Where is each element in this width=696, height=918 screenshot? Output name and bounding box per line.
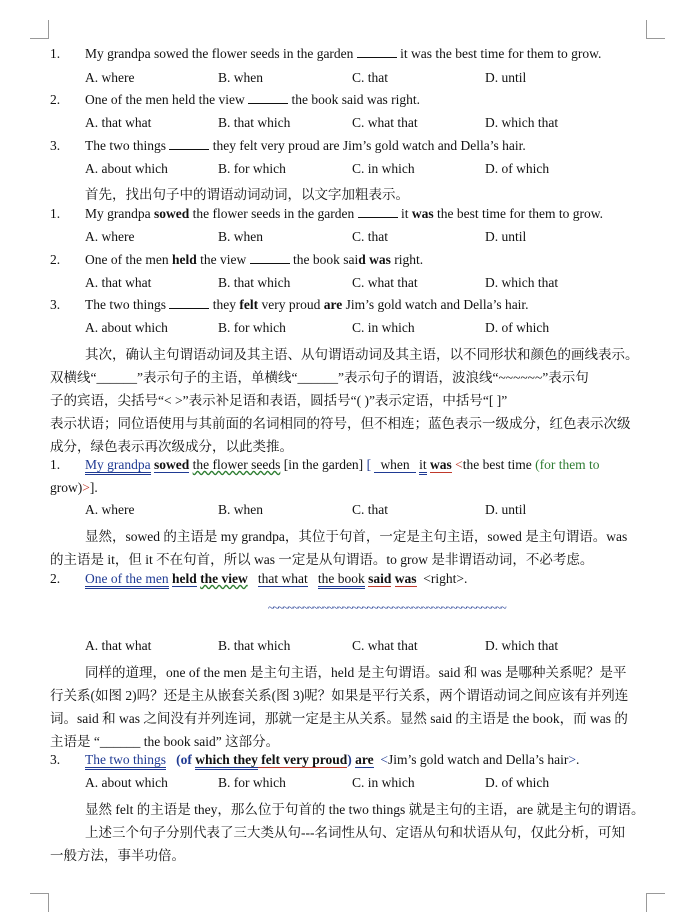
page-corner-mark — [646, 20, 665, 39]
option: B. that which — [218, 115, 291, 130]
option: A. that what — [85, 638, 152, 653]
option: A. about which — [85, 161, 168, 176]
question-number: 3. — [50, 138, 61, 153]
question-stem: The two things they felt very proud are Jim’s gold watch and Della’s hair. — [85, 297, 529, 312]
option: A. about which — [85, 775, 168, 790]
option: B. when — [218, 229, 263, 244]
option: B. for which — [218, 161, 286, 176]
explain-2-line: 行关系(如图 2)吗？还是主从嵌套关系(图 3)呢？如果是平行关系，两个谓语动词之间应该有并列连 — [50, 688, 629, 703]
option: B. that which — [218, 275, 291, 290]
step-2-line: 成分，绿色表示再次级成分，以此类推。 — [50, 439, 293, 454]
explain-3-line: 上述三个句子分别代表了三大类从句---名词性从句、定语从句和状语从句，仅此分析，可知 — [85, 825, 625, 840]
explain-2-line: 主语是 “______ the book said” 这部分。 — [50, 734, 280, 749]
option: C. that — [352, 70, 388, 85]
option: D. until — [485, 70, 527, 85]
question-number: 2. — [50, 252, 61, 267]
option: C. what that — [352, 638, 418, 653]
question-stem: One of the men held the view the book said was right. — [85, 252, 424, 267]
step-2-line: 其次，确认主句谓语动词及其主语、从句谓语动词及其主语，以不同形状和颜色的画线表示。 — [85, 347, 639, 362]
question-stem: My grandpa sowed the flower seeds in the garden it was the best time for them to grow. — [85, 46, 602, 61]
page-corner-mark — [646, 893, 665, 912]
page-corner-mark — [30, 20, 49, 39]
option: D. until — [485, 502, 527, 517]
option: B. for which — [218, 320, 286, 335]
option: A. where — [85, 502, 135, 517]
explain-2-line: 词。said 和 was 之间没有并列连词，那就一定是主从关系。显然 said 的主语是 the book，而 was 的 — [50, 711, 628, 726]
option: C. in which — [352, 161, 415, 176]
option: C. in which — [352, 775, 415, 790]
question-number: 3. — [50, 752, 61, 767]
explain-3-line: 一般方法，事半功倍。 — [50, 848, 185, 863]
option: A. about which — [85, 320, 168, 335]
option: C. what that — [352, 275, 418, 290]
option: A. where — [85, 70, 135, 85]
page-corner-mark — [30, 893, 49, 912]
step-2-line: 表示状语；同位语使用与其前面的名词相同的符号，但不相连；蓝色表示一级成分，红色表示次级 — [50, 416, 631, 431]
option: D. which that — [485, 115, 559, 130]
question-number: 2. — [50, 571, 61, 586]
explain-1-line: 显然，sowed 的主语是 my grandpa，其位于句首，一定是主句主语，sowed 是主句谓语。was — [85, 529, 628, 544]
analysed-sentence: My grandpa sowed the flower seeds [in the garden] [ when it was <the best time (for them to — [85, 457, 600, 473]
explain-2-line: 同样的道理，one of the men 是主句主语，held 是主句谓语。said 和 was 是哪种关系呢？是平 — [85, 665, 627, 680]
question-number: 1. — [50, 46, 61, 61]
question-number: 3. — [50, 297, 61, 312]
step-1-text: 首先，找出句子中的谓语动词动词，以文字加粗表示。 — [85, 187, 409, 202]
question-number: 1. — [50, 457, 61, 472]
option: B. that which — [218, 638, 291, 653]
wavy-underline: ~~~~~~~~~~~~~~~~~~~~~~~~~~~~~~~~~~~~~~~~~~~~~~~~ — [268, 602, 506, 614]
analysed-sentence: The two things (of which they felt very proud) are <Jim’s gold watch and Della’s hair>. — [85, 752, 579, 768]
question-stem: One of the men held the view the book said was right. — [85, 92, 421, 107]
question-stem: The two things they felt very proud are Jim’s gold watch and Della’s hair. — [85, 138, 526, 153]
question-number: 1. — [50, 206, 61, 221]
option: C. in which — [352, 320, 415, 335]
option: A. that what — [85, 275, 152, 290]
analysed-sentence: One of the men held the view that what the book said was <right>. — [85, 571, 467, 587]
question-number: 2. — [50, 92, 61, 107]
option: C. that — [352, 229, 388, 244]
step-2-line: 双横线“______”表示句子的主语，单横线“______”表示句子的谓语，波浪线“~~~~~~”表示句 — [50, 370, 589, 385]
option: A. where — [85, 229, 135, 244]
option: B. for which — [218, 775, 286, 790]
explain-1-line: 的主语是 it，但 it 不在句首，所以 was 一定是从句谓语。to grow 是非谓语动词，不必考虑。 — [50, 552, 594, 567]
option: A. that what — [85, 115, 152, 130]
option: B. when — [218, 502, 263, 517]
option: D. of which — [485, 775, 550, 790]
option: C. that — [352, 502, 388, 517]
option: C. what that — [352, 115, 418, 130]
explain-3-line: 显然 felt 的主语是 they，那么位于句首的 the two things 就是主句的主语，are 就是主句的谓语。 — [85, 802, 645, 817]
question-stem: My grandpa sowed the flower seeds in the garden it was the best time for them to grow. — [85, 206, 603, 221]
option: D. of which — [485, 320, 550, 335]
option: B. when — [218, 70, 263, 85]
step-2-line: 子的宾语，尖括号“< >”表示补足语和表语，圆括号“( )”表示定语，中括号“[ ]” — [50, 393, 508, 408]
option: D. until — [485, 229, 527, 244]
option: D. which that — [485, 638, 559, 653]
analysis-sentence-1-wrap: grow)>]. — [50, 480, 98, 495]
option: D. which that — [485, 275, 559, 290]
option: D. of which — [485, 161, 550, 176]
